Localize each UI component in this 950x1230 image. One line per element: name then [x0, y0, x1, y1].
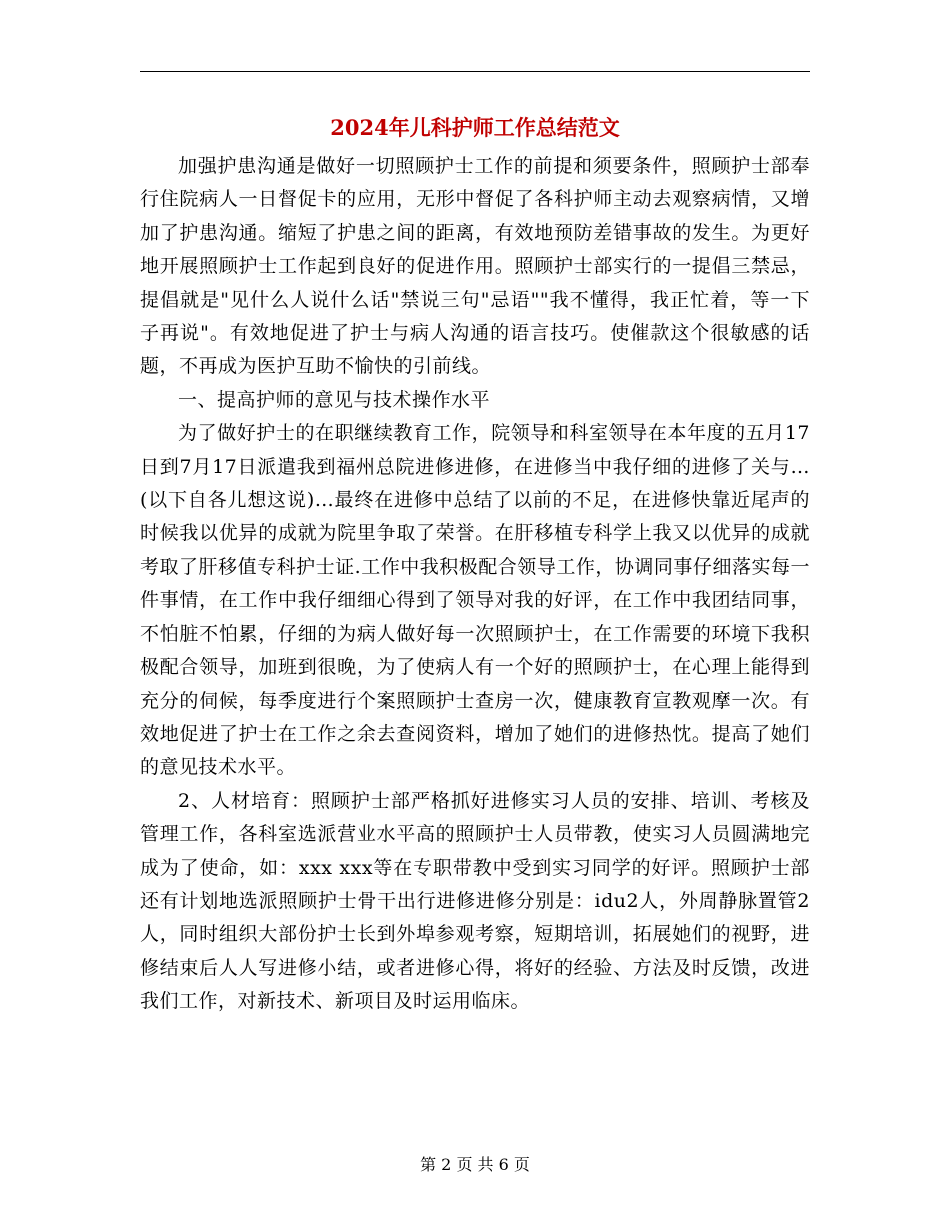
section-heading-skills: 一、提高护师的意见与技术操作水平 [178, 388, 491, 411]
page-footer: 第 2 页 共 6 页 [420, 1155, 530, 1174]
paragraph-communication: 加强护患沟通是做好一切照顾护士工作的前提和须要条件，照顾护士部奉行住院病人一日督促卡的应用，无形中督促了各科护师主动去观察病情，又增加了护患沟通。缩短了护患之间的距离，有效地预防差错事故的发生。为更好地开展照顾护士工作起到良好的促进作用。照顾护士部实行的一提倡三禁忌，提倡就是"见什么人说什么话"禁说三句"忌语""我不懂得，我正忙着，等一下子再说"。有效地促进了护士与病人沟通的语言技巧。使催款这个很敏感的话题，不再成为医护互助不愉快的引前线。 [140, 155, 810, 378]
header-rule [140, 71, 810, 72]
paragraph-training: 为了做好护士的在职继续教育工作，院领导和科室领导在本年度的五月17日到7月17日派遣我到福州总院进修进修，在进修当中我仔细的进修了关与…(以下自各儿想这说)…最终在进修中总结了以前的不足，在进修快靠近尾声的时候我以优异的成就为院里争取了荣誉。在肝移植专科学上我又以优异的成就考取了肝移值专科护士证.工作中我积极配合领导工作，协调同事仔细落实每一件事情，在工作中我仔细细心得到了领导对我的好评，在工作中我团结同事，不怕脏不怕累，仔细的为病人做好每一次照顾护士，在工作需要的环境下我积极配合领导，加班到很晚，为了使病人有一个好的照顾护士，在心理上能得到充分的伺候，每季度进行个案照顾护士查房一次，健康教育宣教观摩一次。有效地促进了护士在工作之余去查阅资料，增加了她们的进修热忱。提高了她们的意见技术水平。 [140, 422, 810, 779]
document-body [140, 150, 810, 1019]
document-title: 2024年儿科护师工作总结范文 [330, 115, 620, 140]
paragraph-talent: 2、人材培育：照顾护士部严格抓好进修实习人员的安排、培训、考核及管理工作，各科室选派营业水平高的照顾护士人员带教，使实习人员圆满地完成为了使命，如：xxx xxx等在专职带教中受到实习同学的好评。照顾护士部还有计划地选派照顾护士骨干出行进修进修分别是：idu2人，外周静脉置管2人，同时组织大部份护士长到外埠参观考察，短期培训，拓展她们的视野，进修结束后人人写进修小结，或者进修心得，将好的经验、方法及时反馈，改进我们工作，对新技术、新项目及时运用临床。 [140, 789, 810, 1013]
